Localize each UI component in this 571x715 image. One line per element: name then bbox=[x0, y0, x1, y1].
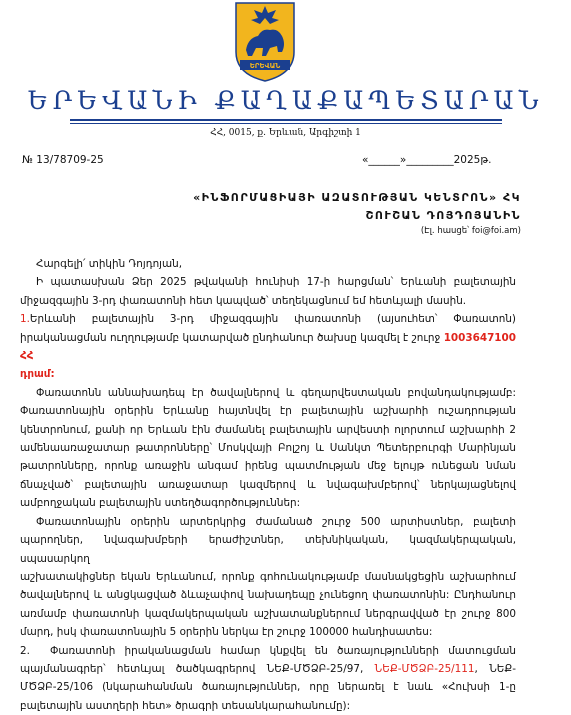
p2-line: թատրոնները, որոնք առաջին անգամ իրենց պատմության մեջ ելույթ ունեցան նման bbox=[20, 460, 516, 473]
city-title: ԵՐԵՎԱՆԻ ՔԱՂԱՔԱՊԵՏԱՐԱՆ bbox=[27, 86, 544, 115]
greeting: Հարգելի՛ տիկին Դոյդոյան, bbox=[36, 258, 183, 270]
p1-line-2: իրականացման ուղղությամբ կատարված ընդհանուր ծախսը կազմել է շուրջ 1003647100 ՀՀ bbox=[20, 331, 516, 363]
p3-line: ծավալներով և անցկացված ձևաչափով նախադեպը չունեցող փառատոնին: Ընդհանուր bbox=[20, 589, 516, 602]
recipient-block bbox=[193, 189, 521, 237]
intro-line-2: միջազգային 3-րդ փառատոնի հետ կապված՝ տեղեկացնում եմ հետևյալի մասին. bbox=[20, 294, 467, 307]
p4-line-4: բալետային աստղերի հետ» ծրագրի տեսանկարահանումը): bbox=[20, 699, 351, 712]
p1-number: 1. bbox=[20, 313, 30, 326]
p2-line: ճնաչված՝ բալետային առաջատար կազմերով և նվագախմբերով՝ ներկայացնելով bbox=[20, 478, 516, 491]
p1-amount: 1003647100 ՀՀ bbox=[20, 331, 516, 363]
p1-line-1: 1.Երևանի բալետային 3-րդ միջազգային փառատոնի (այսուհետ՝ Փառատոն) bbox=[20, 313, 516, 326]
address: ՀՀ, 0015, ք. Երևան, Արգիշտի 1 bbox=[210, 128, 361, 138]
p3-line: պարողներ, նվագախմբերի երաժիշտներ, տեխնիկական, կազմակերպական, սպասարկող bbox=[20, 534, 516, 565]
letter-body bbox=[20, 255, 516, 715]
p2-line: Փառատոնն աննախադեպ էր ծավալներով և գեղարվեստական բովանդակությամբ: bbox=[36, 386, 516, 399]
emblem-text: ԵՐԵՎԱՆ bbox=[249, 62, 281, 70]
p3-line: մարդ, իսկ փառատոնային 5 օրերին ներկա էր շուրջ 100000 հանդիսատես: bbox=[20, 626, 433, 639]
intro-line-1: Ի պատասխան Ձեր 2025 թվականի հունիսի 17-ի հարցման՝ Երևանի բալետային bbox=[36, 276, 516, 289]
p2-line: Փառատոնային օրերին Երևանը հայտնվել էր բալետային աշխարհի ուշադրության bbox=[20, 405, 516, 418]
recipient-name: ՇՈՒՇԱՆ ԴՈՅԴՈՅԱՆԻՆ bbox=[365, 209, 521, 222]
p4-line-1: 2. Փառատոնի իրականացման համար կնքվել են ծառայությունների մատուցման bbox=[20, 642, 516, 660]
p2-line: ամենաառաջատար թատրոնները՝ Մոսկվայի Բոլշոյ և Սանկտ Պետերբուրգի Մարինյան bbox=[20, 442, 516, 455]
p1-unit: դրամ: bbox=[20, 368, 55, 381]
p4-line-3: ՄԾՁԲ-25/106 (նկարահանման ծառայություններ, որը ներառել է նաև «Հուխսի 1-ը bbox=[20, 681, 516, 694]
p3-line: աշխատակիցներ եկան Երևանում, որոնք գոհունակությամբ մասնակցեցին աշխարհում bbox=[20, 570, 516, 583]
recipient-organization: «ԻՆՖՈՐՄԱՑԻԱՅԻ ԱԶԱՏՈՒԹՅԱՆ ԿԵՆՏՐՈՆ» ՀԿ bbox=[193, 191, 521, 204]
p2-line: ամբողջական բալետային ստեղծագործություններ: bbox=[20, 497, 301, 510]
recipient-email: (Էլ. հասցե՝ foi@foi.am) bbox=[420, 226, 521, 236]
p3-line: Փառատոնային օրերին արտերկրից ժամանած շուրջ 500 արտիստներ, բալետի bbox=[36, 515, 516, 528]
yerevan-coat-of-arms bbox=[232, 0, 298, 82]
title-rule bbox=[70, 119, 502, 121]
p4-line-2: պայմանագրեր՝ հետևյալ ծածկագրերով ՆԵՔ-ՄԾՁԲ-25/97, ՆԵՔ-ՄԾՁԲ-25/111, ՆԵՔ- bbox=[20, 662, 516, 675]
p4-number: 2. bbox=[20, 644, 30, 657]
title-rule-thin bbox=[70, 123, 502, 124]
document-number: № 13/78709-25 bbox=[22, 154, 104, 166]
contract-code-highlight: ՆԵՔ-ՄԾՁԲ-25/111 bbox=[374, 662, 475, 675]
p2-line: կենտրոնում, քանի որ Երևան էին ժամանել բալետային արվեստի ոլորտում աշխարհի 2 bbox=[20, 423, 516, 436]
document-date: «______»_________2025թ. bbox=[362, 154, 492, 166]
p3-line: առմամբ փառատոնի կազմակերպական աշխատանքներում ներգրավված էր շուրջ 800 bbox=[20, 607, 516, 620]
